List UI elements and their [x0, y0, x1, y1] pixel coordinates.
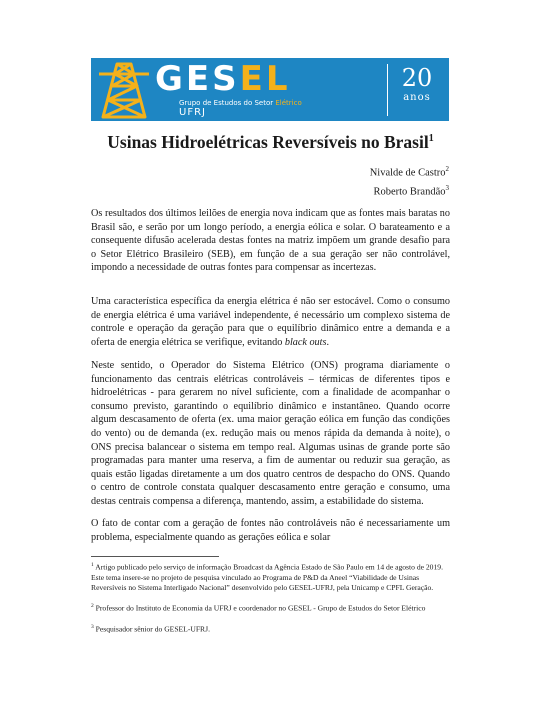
- author-footnote-marker: 3: [445, 184, 449, 192]
- paragraph-end: .: [326, 336, 329, 348]
- footnote-text: Artigo publicado pelo serviço de informação Broadcast da Agência Estado de São Paulo em 14 de agosto de 2019. Este tema insere-se no projeto de pesquisa vinculado ao Programa de P&D da Aneel “Viabilidade de Usinas Reversíveis no Sistema Interligado Nacional” desenvolvido pelo GESEL-UFRJ, pela Unicamp e CPFL Geração.: [91, 562, 443, 592]
- article-title: [0, 132, 541, 153]
- brand-org: UFRJ: [179, 107, 206, 118]
- article-title-text: Usinas Hidroelétricas Reversíveis no Brasil: [107, 132, 429, 152]
- author-line: [149, 165, 449, 179]
- brand-accent: EL: [239, 59, 291, 99]
- footnote-marker: 2: [91, 603, 94, 609]
- footnote-text: Pesquisador sênior do GESEL-UFRJ.: [93, 624, 210, 634]
- anniversary-word: anos: [403, 92, 431, 103]
- author-line: [149, 184, 449, 198]
- footnote-text: Professor do Instituto de Economia da UFRJ e coordenador no GESEL - Grupo de Estudos do Setor Elétrico: [93, 603, 426, 613]
- brand-subtitle-accent: Elétrico: [275, 99, 302, 107]
- anniversary-badge: [393, 64, 441, 114]
- transmission-tower-icon: [95, 60, 153, 120]
- body-paragraph: Os resultados dos últimos leilões de energia nova indicam que as fontes mais baratas no Brasil são, e serão por um longo período, a energia eólica e solar. O barateamento e a consequente difusão acelerada destas fontes na matriz impõem um grande desafio para o Setor Elétrico Brasileiro (SEB), em função de a sua geração ser não controlável, impondo a necessidade de outras fontes para compensar as incertezas.: [91, 208, 450, 274]
- footnote-marker: 1: [91, 562, 94, 568]
- footnote: [91, 622, 450, 635]
- anniversary-number: 20: [401, 64, 433, 92]
- brand-main: GES: [155, 59, 240, 99]
- footnote-marker: 3: [91, 624, 94, 630]
- body-paragraph: [91, 295, 450, 349]
- author-footnote-marker: 2: [445, 165, 449, 173]
- footnote-separator: [91, 556, 219, 557]
- italic-term: black outs: [284, 336, 327, 348]
- paragraph-text: Uma característica específica da energia elétrica é não ser estocável. Como o consumo de energia elétrica é uma variável independente, é necessário um complexo sistema de controle e operação da geração para que o equilíbrio dinâmico entre a demanda e a oferta de energia elétrica se verifique, evitando: [91, 296, 450, 348]
- footnote: [91, 560, 450, 593]
- header-banner: [91, 58, 449, 121]
- author-name: Roberto Brandão: [373, 186, 446, 198]
- brand-logo-text: [155, 59, 291, 99]
- banner-divider: [387, 64, 388, 116]
- brand-subtitle-main: Grupo de Estudos do Setor: [179, 99, 276, 107]
- author-name: Nivalde de Castro: [369, 167, 446, 179]
- body-paragraph: O fato de contar com a geração de fontes não controláveis não é necessariamente um problema, especialmente quando as gerações eólica e solar: [91, 518, 450, 543]
- brand-subtitle: [179, 99, 302, 107]
- title-footnote-marker: 1: [428, 133, 434, 145]
- footnote: [91, 601, 450, 614]
- body-paragraph: Neste sentido, o Operador do Sistema Elétrico (ONS) programa diariamente o funcionamento das centrais elétricas controláveis – térmicas de diferentes tipos e hidroelétricas - para gerarem no nível suficiente, com a finalidade de acompanhar o consumo previsto, garantindo o equilíbrio dinâmico e instantâneo. Quando ocorre algum descasamento de oferta (ex. uma maior geração eólica em função das condições do vento) ou de demanda (ex. redução mais ou menos rápida da demanda à noite), o ONS precisa balancear o sistema em tempo real. Algumas usinas de grande porte são programadas para manter uma reserva, a fim de aumentar ou reduzir sua geração, as quais estão ligadas diretamente a um dos quatro centros de despacho do ONS. Quando o centro de controle constata qualquer descasamento entre geração e consumo, uma destas centrais compensa a diferença, mantendo, assim, a estabilidade do sistema.: [91, 360, 450, 507]
